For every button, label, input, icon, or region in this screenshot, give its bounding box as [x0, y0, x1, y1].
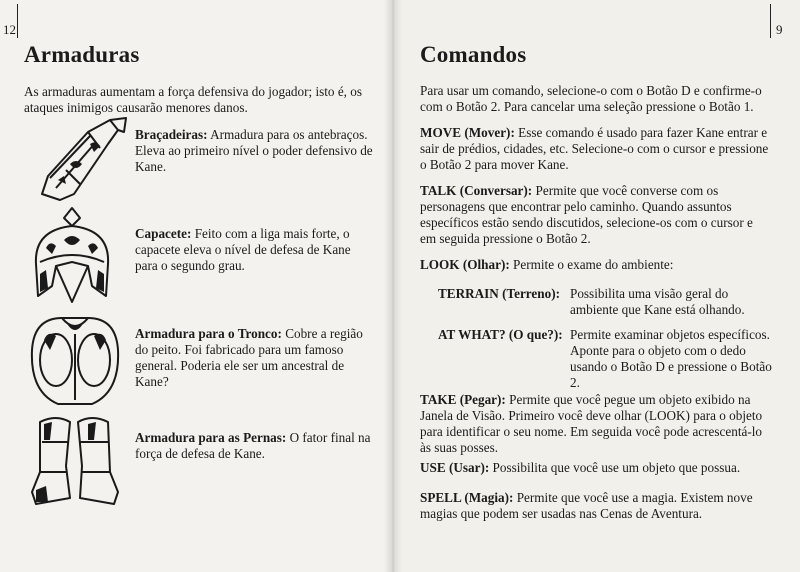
right-page	[392, 0, 800, 572]
page-margin-line	[770, 4, 771, 38]
left-page-number: 12	[3, 22, 16, 37]
right-page-number: 9	[776, 22, 783, 37]
chest-armor-label: Armadura para o Tronco:	[135, 326, 282, 341]
bracer-label: Braçadeiras:	[135, 127, 208, 142]
terrain-description: Possibilita uma visão geral do ambiente que Kane está olhando.	[570, 286, 745, 317]
chest-armor-icon	[22, 310, 128, 410]
page-margin-line	[17, 4, 18, 38]
at-what-label: AT WHAT? (O que?):	[438, 327, 563, 342]
terrain-label: TERRAIN (Terreno):	[438, 286, 560, 301]
leg-armor-description: Armadura para as Pernas: O fator final na força de defesa de Kane.	[135, 430, 371, 461]
helmet-icon	[26, 204, 118, 306]
bracer-description: Braçadeiras: Armadura para os antebraços. Eleva ao primeiro nível o poder defensivo de Kane.	[135, 127, 373, 174]
use-label: USE (Usar):	[420, 460, 490, 475]
bracer-icon	[30, 114, 130, 206]
look-command: LOOK (Olhar): Permite o exame do ambiente:	[420, 257, 674, 272]
look-label: LOOK (Olhar):	[420, 257, 510, 272]
helmet-label: Capacete:	[135, 226, 192, 241]
commands-intro: Para usar um comando, selecione-o com o Botão D e confirme-o com o Botão 2. Para cancelar uma seleção pressione o Botão 1.	[420, 83, 762, 114]
leg-armor-icon	[26, 412, 122, 510]
spell-command: SPELL (Magia): Permite que você use a magia. Existem nove magias que podem ser usadas nas Cenas de Aventura.	[420, 490, 753, 521]
talk-label: TALK (Conversar):	[420, 183, 533, 198]
helmet-description: Capacete: Feito com a liga mais forte, o capacete eleva o nível de defesa de Kane para o segundo grau.	[135, 226, 351, 273]
armor-intro: As armaduras aumentam a força defensiva do jogador; isto é, os ataques inimigos causarão menores danos.	[24, 84, 363, 115]
move-label: MOVE (Mover):	[420, 125, 515, 140]
left-page-title: Armaduras	[24, 42, 140, 67]
spell-label: SPELL (Magia):	[420, 490, 514, 505]
talk-command: TALK (Conversar): Permite que você converse com os personagens que encontrar pelo caminho. Quando assuntos específicos estão sendo discutidos, selecione-os com o cursor e em seguida pressione o Botão 2.	[420, 183, 753, 246]
at-what-description: Permite examinar objetos específicos. Aponte para o objeto com o dedo usando o Botão D e pressione o Botão 2.	[570, 327, 772, 390]
take-label: TAKE (Pegar):	[420, 392, 506, 407]
left-page	[0, 0, 392, 572]
book-gutter	[384, 0, 402, 572]
right-page-title: Comandos	[420, 42, 527, 67]
leg-armor-label: Armadura para as Pernas:	[135, 430, 287, 445]
use-command: USE (Usar): Possibilita que você use um objeto que possua.	[420, 460, 741, 475]
move-command: MOVE (Mover): Esse comando é usado para fazer Kane entrar e sair de prédios, cidades, etc. Selecione-o com o cursor e pressione o Botão 2 para mover Kane.	[420, 125, 769, 172]
take-command: TAKE (Pegar): Permite que você pegue um objeto exibido na Janela de Visão. Primeiro você deve olhar (LOOK) para o objeto para identificar o seu nome. Em seguida você pode acrescentá-lo às suas posses.	[420, 392, 763, 455]
chest-armor-description: Armadura para o Tronco: Cobre a região do peito. Foi fabricado para um famoso general. Poderia ele ser um ancestral de Kane?	[135, 326, 363, 389]
